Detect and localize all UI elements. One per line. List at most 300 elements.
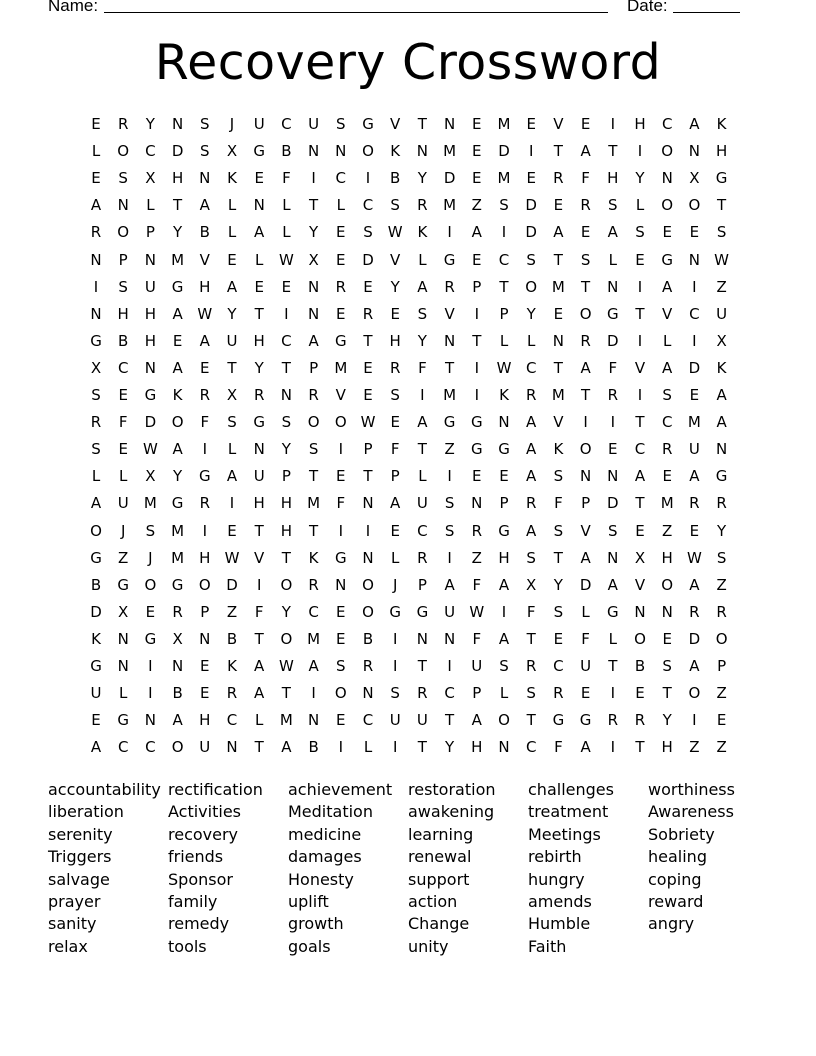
grid-cell: N xyxy=(117,657,129,675)
grid-cell: C xyxy=(308,602,319,621)
grid-cell: C xyxy=(525,738,537,757)
grid-cell: O xyxy=(171,738,184,757)
grid-cell: N xyxy=(171,657,184,675)
grid-cell: O xyxy=(362,575,374,594)
grid-cell: C xyxy=(145,738,156,757)
grid-cell: F xyxy=(200,413,210,432)
grid-cell: Y xyxy=(445,738,455,757)
grid-cell: E xyxy=(526,169,536,188)
word-item: hungry xyxy=(528,869,585,889)
grid-cell: L xyxy=(227,223,237,242)
grid-cell: O xyxy=(634,629,646,648)
grid-cell: O xyxy=(688,684,701,703)
grid-cell: S xyxy=(662,386,672,404)
grid-cell: S xyxy=(499,657,509,675)
grid-cell: A xyxy=(662,358,673,377)
word-item: unity xyxy=(408,936,449,956)
grid-cell: F xyxy=(581,629,590,648)
word-item: Meetings xyxy=(528,824,601,844)
grid-cell: F xyxy=(336,494,346,513)
grid-cell: R xyxy=(199,494,211,513)
grid-cell: I xyxy=(610,738,616,757)
grid-cell: A xyxy=(716,386,727,404)
word-column xyxy=(528,779,648,958)
word-item: accountability xyxy=(48,780,161,799)
grid-cell: T xyxy=(553,548,563,567)
grid-cell: L xyxy=(255,250,264,269)
grid-cell: U xyxy=(117,494,129,513)
grid-cell: R xyxy=(580,331,591,350)
grid-cell: Y xyxy=(417,169,427,188)
grid-cell: R xyxy=(689,494,700,513)
grid-cell: E xyxy=(363,277,373,296)
grid-cell: D xyxy=(362,250,374,269)
grid-cell: M xyxy=(443,196,457,215)
grid-cell: E xyxy=(172,331,183,350)
grid-cell: S xyxy=(662,657,672,675)
grid-cell: Z xyxy=(716,575,727,594)
grid-cell: S xyxy=(444,494,455,513)
grid-cell: G xyxy=(606,602,619,621)
grid-cell: P xyxy=(472,277,482,296)
grid-cell: K xyxy=(91,629,101,648)
grid-cell: H xyxy=(144,304,157,323)
grid-cell: R xyxy=(362,657,374,675)
grid-cell: R xyxy=(172,602,183,621)
grid-cell: P xyxy=(309,358,319,377)
grid-cell: K xyxy=(716,115,727,133)
grid-cell: E xyxy=(91,711,101,730)
grid-cell: D xyxy=(226,575,238,594)
grid-cell: O xyxy=(579,304,592,323)
grid-cell: T xyxy=(526,629,536,648)
grid-cell: I xyxy=(392,629,398,648)
grid-cell: I xyxy=(637,142,643,161)
grid-cell: F xyxy=(554,494,563,513)
grid-cell: P xyxy=(200,602,210,621)
grid-cell: N xyxy=(362,494,374,513)
grid-cell: T xyxy=(635,738,645,757)
date-field[interactable] xyxy=(673,12,740,13)
grid-cell: F xyxy=(282,169,291,188)
grid-cell: E xyxy=(472,250,482,269)
grid-cell: D xyxy=(688,358,701,377)
grid-cell: E xyxy=(390,413,400,432)
grid-cell: H xyxy=(199,548,211,567)
grid-cell: L xyxy=(635,196,645,215)
grid-cell: O xyxy=(362,602,374,621)
word-item: renewal xyxy=(408,847,472,867)
grid-cell: E xyxy=(336,711,346,730)
grid-cell: H xyxy=(471,738,483,757)
grid-cell: I xyxy=(392,657,398,675)
grid-cell: L xyxy=(418,250,427,269)
word-item: Humble xyxy=(528,914,591,934)
grid-cell: G xyxy=(144,629,157,648)
grid-cell: A xyxy=(172,358,183,377)
grid-cell: E xyxy=(336,304,346,323)
grid-cell: G xyxy=(90,331,102,350)
grid-cell: L xyxy=(91,142,101,161)
grid-cell: O xyxy=(498,711,510,730)
grid-cell: M xyxy=(687,413,701,432)
grid-cell: A xyxy=(689,115,700,133)
grid-cell: U xyxy=(199,738,211,757)
grid-cell: E xyxy=(390,304,400,323)
grid-cell: R xyxy=(308,575,319,594)
grid-cell: B xyxy=(199,223,210,242)
word-item: remedy xyxy=(168,914,230,934)
grid-cell: J xyxy=(392,575,398,594)
grid-cell: A xyxy=(689,575,700,594)
word-item: support xyxy=(408,869,470,889)
grid-cell: R xyxy=(607,386,619,404)
grid-cell: A xyxy=(444,575,455,594)
grid-cell: S xyxy=(553,467,564,486)
grid-cell: I xyxy=(447,548,452,567)
grid-cell: R xyxy=(525,386,537,404)
grid-cell: A xyxy=(553,223,564,242)
grid-cell: J xyxy=(148,548,153,567)
grid-cell: T xyxy=(363,331,373,350)
grid-cell: G xyxy=(253,413,265,432)
word-item: angry xyxy=(648,914,695,934)
grid-cell: A xyxy=(607,575,618,594)
grid-cell: C xyxy=(689,304,700,323)
grid-cell: C xyxy=(498,250,510,269)
grid-cell: V xyxy=(444,304,455,323)
word-item: Meditation xyxy=(288,802,373,822)
grid-cell: G xyxy=(198,467,211,486)
grid-cell: R xyxy=(689,602,700,621)
grid-cell: L xyxy=(608,250,617,269)
grid-cell: S xyxy=(526,250,536,269)
grid-cell: N xyxy=(90,250,102,269)
grid-cell: E xyxy=(118,440,128,459)
word-item: growth xyxy=(288,914,344,934)
grid-cell: N xyxy=(688,250,700,269)
grid-cell: T xyxy=(417,115,427,133)
grid-cell: H xyxy=(280,494,293,513)
grid-cell: M xyxy=(334,358,348,377)
grid-cell: H xyxy=(144,331,157,350)
grid-cell: O xyxy=(280,629,293,648)
grid-cell: N xyxy=(634,602,646,621)
grid-cell: Y xyxy=(635,169,645,188)
grid-cell: G xyxy=(171,575,184,594)
grid-cell: K xyxy=(716,358,727,377)
grid-cell: X xyxy=(634,548,646,567)
grid-cell: G xyxy=(144,386,157,404)
word-item: Change xyxy=(408,914,470,934)
grid-cell: R xyxy=(199,386,211,404)
grid-cell: G xyxy=(90,548,102,567)
grid-cell: L xyxy=(418,467,427,486)
grid-cell: G xyxy=(661,250,673,269)
grid-cell: P xyxy=(499,494,509,513)
word-column xyxy=(288,779,408,958)
grid-cell: H xyxy=(280,521,293,540)
grid-cell: Z xyxy=(716,738,727,757)
grid-cell: P xyxy=(417,575,427,594)
grid-cell: N xyxy=(144,711,156,730)
grid-cell: H xyxy=(607,169,619,188)
grid-cell: L xyxy=(227,196,237,215)
grid-cell: U xyxy=(308,115,320,133)
grid-cell: U xyxy=(716,304,728,323)
grid-cell: N xyxy=(579,467,592,486)
grid-cell: T xyxy=(553,142,563,161)
grid-cell: X xyxy=(118,602,129,621)
grid-cell: S xyxy=(417,304,428,323)
grid-cell: N xyxy=(607,467,619,486)
grid-cell: H xyxy=(117,304,129,323)
grid-cell: B xyxy=(390,169,401,188)
grid-cell: Z xyxy=(716,277,727,296)
grid-cell: I xyxy=(338,738,344,757)
grid-cell: M xyxy=(443,386,457,404)
grid-cell: I xyxy=(583,413,588,432)
grid-cell: O xyxy=(280,575,293,594)
grid-cell: F xyxy=(554,738,563,757)
grid-cell: G xyxy=(470,413,483,432)
grid-cell: N xyxy=(498,413,510,432)
grid-cell: I xyxy=(256,575,262,594)
grid-cell: Y xyxy=(281,440,291,459)
grid-cell: H xyxy=(498,548,510,567)
grid-cell: I xyxy=(637,331,643,350)
grid-cell: B xyxy=(308,738,319,757)
grid-cell: U xyxy=(253,467,265,486)
grid-cell: I xyxy=(148,684,153,703)
grid-cell: Z xyxy=(471,196,482,215)
grid-cell: N xyxy=(498,738,510,757)
grid-cell: C xyxy=(117,738,129,757)
grid-cell: M xyxy=(551,386,565,404)
grid-cell: C xyxy=(634,440,646,459)
grid-cell: I xyxy=(692,277,697,296)
grid-cell: N xyxy=(280,386,292,404)
grid-cell: A xyxy=(634,467,646,486)
grid-cell: L xyxy=(91,467,101,486)
grid-cell: F xyxy=(581,169,590,188)
grid-cell: H xyxy=(199,711,211,730)
grid-cell: I xyxy=(610,684,616,703)
grid-cell: O xyxy=(144,575,157,594)
grid-cell: E xyxy=(254,169,264,188)
grid-cell: I xyxy=(447,467,452,486)
grid-cell: R xyxy=(553,684,564,703)
grid-cell: K xyxy=(172,386,183,404)
grid-cell: A xyxy=(580,142,591,161)
grid-cell: A xyxy=(254,684,265,703)
grid-cell: T xyxy=(553,358,563,377)
grid-cell: E xyxy=(472,169,482,188)
grid-cell: E xyxy=(390,521,400,540)
grid-cell: N xyxy=(117,629,129,648)
grid-cell: F xyxy=(254,602,264,621)
grid-cell: J xyxy=(229,115,235,133)
grid-cell: I xyxy=(474,386,480,404)
grid-cell: N xyxy=(253,440,265,459)
grid-cell: W xyxy=(469,602,485,621)
grid-cell: X xyxy=(145,467,156,486)
grid-cell: L xyxy=(527,331,536,350)
word-item: medicine xyxy=(288,824,362,844)
grid-cell: P xyxy=(472,684,482,703)
grid-cell: B xyxy=(90,575,102,594)
grid-cell: V xyxy=(553,115,564,133)
grid-cell: M xyxy=(307,494,321,513)
grid-cell: I xyxy=(420,386,425,404)
grid-cell: E xyxy=(200,684,210,703)
grid-cell: S xyxy=(635,223,645,242)
grid-cell: U xyxy=(444,602,456,621)
grid-cell: C xyxy=(525,358,537,377)
grid-cell: I xyxy=(474,304,480,323)
grid-cell: O xyxy=(579,440,592,459)
grid-cell: H xyxy=(253,331,265,350)
grid-cell: S xyxy=(390,386,400,404)
grid-cell: T xyxy=(581,386,591,404)
grid-cell: L xyxy=(282,223,291,242)
grid-cell: K xyxy=(308,548,319,567)
grid-cell: A xyxy=(172,304,183,323)
grid-cell: M xyxy=(497,115,511,133)
grid-cell: A xyxy=(254,657,265,675)
grid-cell: W xyxy=(496,358,512,377)
grid-cell: M xyxy=(171,521,185,540)
grid-cell: V xyxy=(199,250,210,269)
grid-cell: Y xyxy=(227,304,237,323)
grid-cell: U xyxy=(688,440,700,459)
grid-cell: R xyxy=(90,413,102,432)
grid-cell: Z xyxy=(471,548,482,567)
grid-cell: N xyxy=(144,358,156,377)
grid-cell: Z xyxy=(226,602,238,621)
grid-cell: N xyxy=(471,494,483,513)
grid-cell: A xyxy=(390,494,401,513)
grid-cell: E xyxy=(689,521,700,540)
word-item: restoration xyxy=(408,780,496,799)
grid-cell: U xyxy=(471,657,483,675)
word-item: family xyxy=(168,892,218,912)
grid-cell: R xyxy=(716,602,727,621)
grid-cell: B xyxy=(634,657,646,675)
grid-cell: C xyxy=(281,115,292,133)
grid-cell: Z xyxy=(689,738,700,757)
word-item: challenges xyxy=(528,780,614,799)
grid-cell: A xyxy=(498,575,510,594)
grid-cell: O xyxy=(688,196,701,215)
grid-cell: W xyxy=(714,250,730,269)
grid-cell: U xyxy=(416,494,428,513)
grid-cell: K xyxy=(417,223,428,242)
grid-cell: S xyxy=(336,115,346,133)
grid-cell: M xyxy=(307,629,321,648)
grid-cell: O xyxy=(661,142,674,161)
grid-cell: T xyxy=(254,521,264,540)
grid-cell: G xyxy=(443,413,456,432)
grid-cell: S xyxy=(553,602,564,621)
grid-cell: L xyxy=(255,711,264,730)
grid-cell: P xyxy=(118,250,128,269)
grid-cell: N xyxy=(307,711,320,730)
grid-cell: A xyxy=(471,711,482,730)
word-item: treatment xyxy=(528,802,609,822)
grid-cell: E xyxy=(662,223,672,242)
grid-cell: Y xyxy=(173,467,183,486)
grid-cell: E xyxy=(336,602,346,621)
grid-cell: R xyxy=(335,277,347,296)
word-item: serenity xyxy=(48,824,113,844)
word-item: learning xyxy=(408,824,474,844)
grid-cell: E xyxy=(526,115,536,133)
grid-cell: I xyxy=(202,440,208,459)
date-label: Date: xyxy=(627,0,668,15)
grid-cell: I xyxy=(637,386,643,404)
word-item: reward xyxy=(648,892,704,912)
grid-cell: A xyxy=(254,223,265,242)
name-field[interactable] xyxy=(104,12,608,13)
grid-cell: G xyxy=(715,169,728,188)
grid-cell: T xyxy=(309,196,319,215)
grid-cell: N xyxy=(362,548,374,567)
grid-cell: D xyxy=(607,494,619,513)
grid-cell: H xyxy=(199,277,211,296)
word-item: recovery xyxy=(168,824,239,844)
grid-cell: C xyxy=(417,521,428,540)
grid-cell: E xyxy=(580,223,591,242)
grid-cell: N xyxy=(607,277,619,296)
grid-cell: O xyxy=(661,196,674,215)
grid-cell: P xyxy=(581,494,591,513)
word-item: Faith xyxy=(528,936,567,956)
grid-cell: A xyxy=(526,413,537,432)
grid-cell: C xyxy=(553,657,564,675)
grid-cell: T xyxy=(472,331,482,350)
grid-cell: N xyxy=(443,115,456,133)
grid-cell: U xyxy=(389,711,401,730)
grid-cell: N xyxy=(552,331,564,350)
grid-cell: N xyxy=(715,440,728,459)
grid-cell: W xyxy=(278,657,294,675)
grid-cell: T xyxy=(227,358,237,377)
grid-cell: T xyxy=(417,657,427,675)
grid-cell: C xyxy=(335,169,347,188)
grid-cell: H xyxy=(715,142,728,161)
grid-cell: E xyxy=(336,467,346,486)
grid-cell: Y xyxy=(254,358,264,377)
grid-cell: S xyxy=(526,548,536,567)
grid-cell: G xyxy=(117,575,129,594)
grid-cell: T xyxy=(553,250,563,269)
grid-cell: N xyxy=(226,738,238,757)
grid-cell: F xyxy=(472,575,482,594)
grid-cell: A xyxy=(417,413,428,432)
grid-cell: U xyxy=(90,684,102,703)
grid-cell: G xyxy=(253,142,265,161)
grid-cell: G xyxy=(715,467,728,486)
grid-cell: E xyxy=(689,223,700,242)
grid-cell: A xyxy=(172,711,183,730)
grid-cell: H xyxy=(389,331,401,350)
grid-cell: T xyxy=(281,684,291,703)
grid-cell: I xyxy=(284,304,289,323)
grid-cell: I xyxy=(610,115,616,133)
grid-cell: G xyxy=(117,711,129,730)
word-item: achievement xyxy=(288,780,393,799)
